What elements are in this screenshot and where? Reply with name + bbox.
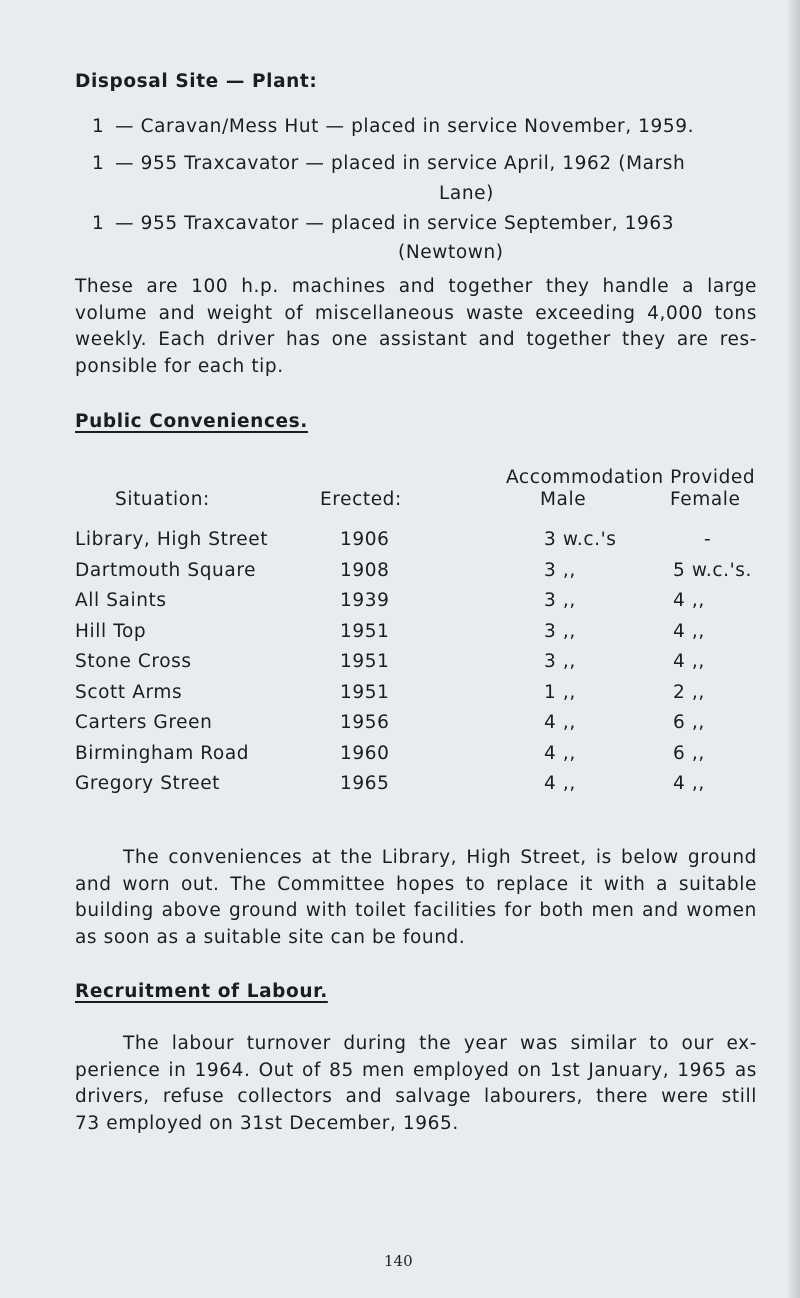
male-cell: 3 ,, [544, 590, 576, 611]
disposal-heading: Disposal Site — Plant: [75, 71, 318, 92]
situation-cell: Dartmouth Square [75, 559, 257, 581]
paragraph-line: The conveniences at the Library, High Street, is below ground [123, 847, 757, 868]
erected-cell: 1906 [340, 529, 390, 550]
situation-cell: Carters Green [75, 712, 213, 733]
male-cell: 4 ,, [544, 742, 576, 764]
male-cell: 3 ,, [544, 559, 576, 581]
paragraph-line: These are 100 h.p. machines and together they handle a large [75, 276, 757, 297]
paragraph-line: building above ground with toilet facilities for both men and women [75, 900, 757, 921]
disposal-paragraph [75, 274, 757, 380]
paragraph-line: weekly. Each driver has one assistant and together they are res- [75, 329, 757, 350]
paragraph-line: and worn out. The Committee hopes to replace it with a suitable [75, 873, 757, 895]
situation-cell: Scott Arms [75, 681, 183, 703]
erected-cell: 1965 [340, 773, 390, 794]
female-cell: - [704, 529, 712, 550]
male-cell: 4 ,, [544, 773, 576, 794]
male-header: Male [540, 489, 587, 510]
plant-item-continuation: (Newtown) [398, 242, 504, 263]
female-cell: 4 ,, [673, 773, 705, 794]
situation-cell: Hill Top [75, 620, 147, 642]
male-cell: 3 ,, [544, 620, 576, 642]
situation-header: Situation: [115, 489, 210, 510]
erected-cell: 1951 [340, 620, 390, 642]
paragraph-line: as soon as a suitable site can be found. [75, 926, 466, 948]
female-cell: 5 w.c.'s. [673, 559, 753, 581]
erected-header: Erected: [320, 489, 402, 510]
plant-item-number: 1 [92, 116, 105, 137]
paragraph-line: 73 employed on 31st December, 1965. [75, 1112, 459, 1134]
erected-cell: 1951 [340, 681, 390, 703]
situation-cell: Stone Cross [75, 651, 192, 672]
paragraph-line: ponsible for each tip. [75, 355, 284, 377]
female-cell: 6 ,, [673, 742, 705, 764]
plant-item-text: — Caravan/Mess Hut — placed in service November, 1959. [115, 116, 695, 137]
situation-cell: Birmingham Road [75, 742, 250, 764]
situation-cell: All Saints [75, 590, 167, 611]
accommodation-header: Accommodation Provided [506, 467, 756, 488]
conveniences-heading: Public Conveniences. [75, 411, 308, 432]
erected-cell: 1960 [340, 742, 390, 764]
paragraph-line: drivers, refuse collectors and salvage labourers, there were still [75, 1086, 757, 1107]
male-cell: 1 ,, [544, 681, 576, 703]
female-cell: 4 ,, [673, 651, 705, 672]
female-cell: 4 ,, [673, 590, 705, 611]
paragraph-line: The labour turnover during the year was similar to our ex- [123, 1033, 757, 1054]
female-cell: 4 ,, [673, 620, 705, 642]
plant-item-text: — 955 Traxcavator — placed in service September, 1963 [115, 213, 675, 234]
plant-item-continuation: Lane) [439, 183, 494, 204]
situation-cell: Gregory Street [75, 773, 221, 794]
male-cell: 3 ,, [544, 651, 576, 672]
erected-cell: 1951 [340, 651, 390, 672]
recruitment-heading: Recruitment of Labour. [75, 981, 328, 1002]
paragraph-line: volume and weight of miscellaneous waste exceeding 4,000 tons [75, 302, 757, 324]
page-edge-shadow [786, 0, 800, 1298]
female-cell: 2 ,, [673, 681, 705, 703]
erected-cell: 1956 [340, 712, 390, 733]
situation-cell: Library, High Street [75, 529, 269, 550]
erected-cell: 1939 [340, 590, 390, 611]
male-cell: 4 ,, [544, 712, 576, 733]
plant-item-text: — 955 Traxcavator — placed in service April, 1962 (Marsh [115, 153, 686, 174]
page-number: 140 [384, 1252, 413, 1270]
female-header: Female [670, 489, 741, 510]
female-cell: 6 ,, [673, 712, 705, 733]
recruitment-paragraph [75, 1031, 757, 1137]
plant-item-number: 1 [92, 153, 105, 174]
paragraph-line: perience in 1964. Out of 85 men employed on 1st January, 1965 as [75, 1059, 757, 1081]
conveniences-paragraph [75, 845, 757, 951]
plant-item-number: 1 [92, 213, 105, 234]
male-cell: 3 w.c.'s [544, 529, 617, 550]
erected-cell: 1908 [340, 559, 390, 581]
